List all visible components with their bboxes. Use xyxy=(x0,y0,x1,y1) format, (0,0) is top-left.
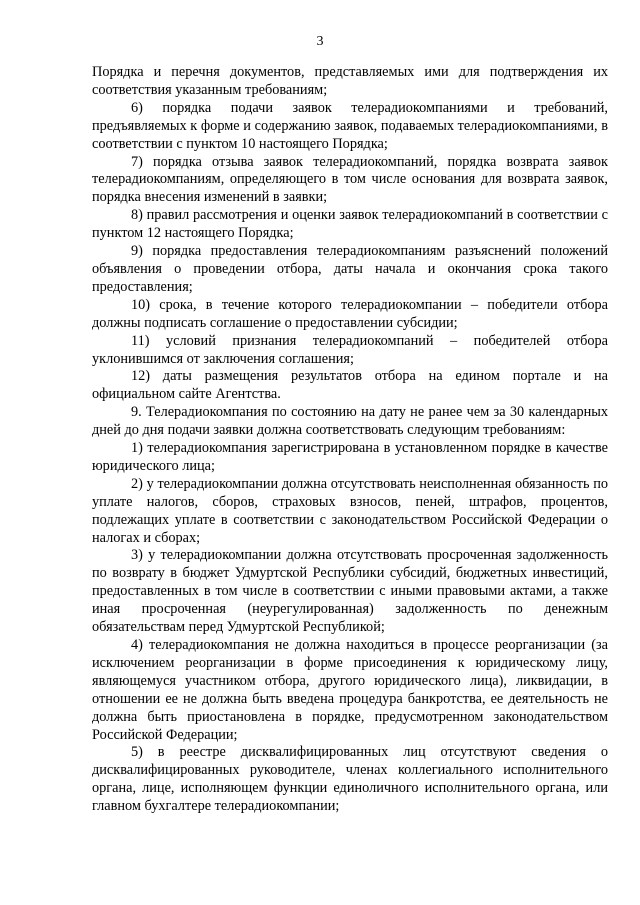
paragraph-requirement-4: 4) телерадиокомпания не должна находиться в процессе реорганизации (за исключением реорганизации в форме присоединения к юридическому лицу, являющемуся участником отбора, другого юридического лица), ликвидации, в отношении ее не должна быть введена процедура банкротства, ее деятельность не должна быть приостановлена в порядке, предусмотренном законодательством Российской Федерации; xyxy=(92,637,608,743)
paragraph-requirement-3: 3) у телерадиокомпании должна отсутствовать просроченная задолженность по возврату в бюджет Удмуртской Республики субсидий, бюджетных инвестиций, предоставленных в том числе в соответствии с иными правовыми актами, а также иная просроченная (неурегулированная) задолженность по денежным обязательствам перед Удмуртской Республикой; xyxy=(92,547,608,636)
paragraph-item-8: 8) правил рассмотрения и оценки заявок телерадиокомпаний в соответствии с пунктом 12 настоящего Порядка; xyxy=(92,207,608,242)
paragraph-item-7: 7) порядка отзыва заявок телерадиокомпаний, порядка возврата заявок телерадиокомпаниям, определяющего в том числе основания для возврата заявок, порядка внесения изменений в заявки; xyxy=(92,153,608,206)
paragraph-continuation: Порядка и перечня документов, представляемых ими для подтверждения их соответствия указанным требованиям; xyxy=(92,64,608,98)
document-body xyxy=(92,64,608,816)
paragraph-item-9: 9) порядка предоставления телерадиокомпаниям разъяснений положений объявления о проведении отбора, даты начала и окончания срока такого предоставления; xyxy=(92,243,608,295)
paragraph-item-11: 11) условий признания телерадиокомпаний – победителей отбора уклонившимся от заключения соглашения; xyxy=(92,332,608,367)
page-number: 3 xyxy=(316,34,324,49)
paragraph-requirement-5: 5) в реестре дисквалифицированных лиц отсутствуют сведения о дисквалифицированных руководителе, членах коллегиального исполнительного органа, лице, исполняющем функции единоличного исполнительного органа, или главном бухгалтере телерадиокомпании; xyxy=(92,744,608,815)
paragraph-section-9: 9. Телерадиокомпания по состоянию на дату не ранее чем за 30 календарных дней до дня подачи заявки должна соответствовать следующим требованиям: xyxy=(92,404,608,439)
paragraph-item-6: 6) порядка подачи заявок телерадиокомпаниями и требований, предъявляемых к форме и содержанию заявок, подаваемых телерадиокомпаниями, в соответствии с пунктом 10 настоящего Порядка; xyxy=(92,99,608,152)
paragraph-requirement-1: 1) телерадиокомпания зарегистрирована в установленном порядке в качестве юридического лица; xyxy=(92,440,608,474)
paragraph-item-12: 12) даты размещения результатов отбора на едином портале и на официальном сайте Агентства. xyxy=(92,368,608,403)
paragraph-item-10: 10) срока, в течение которого телерадиокомпании – победители отбора должны подписать соглашение о предоставлении субсидии; xyxy=(92,296,608,331)
paragraph-requirement-2: 2) у телерадиокомпании должна отсутствовать неисполненная обязанность по уплате налогов, сборов, страховых взносов, пеней, штрафов, процентов, подлежащих уплате в соответствии с законодательством Российской Федерации о налогах и сборах; xyxy=(92,475,608,546)
